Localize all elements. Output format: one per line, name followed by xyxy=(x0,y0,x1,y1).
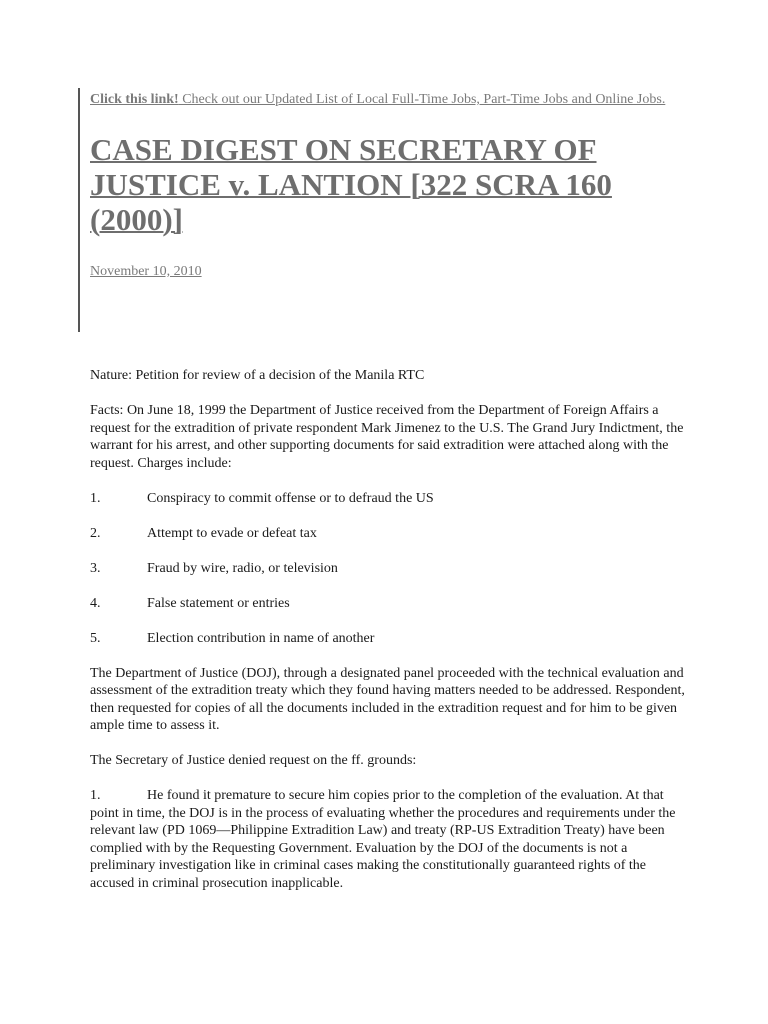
ground-number: 1. xyxy=(90,788,101,803)
list-item xyxy=(90,630,690,648)
promo-lead: Click this link! xyxy=(90,92,179,107)
list-text: Conspiracy to commit offense or to defraud the US xyxy=(147,490,434,506)
post-header xyxy=(78,88,688,332)
promo-line xyxy=(90,91,688,108)
list-text: Attempt to evade or defeat tax xyxy=(147,525,317,541)
promo-text: Check out our Updated List of Local Full-Time Jobs, Part-Time Jobs and Online Jobs. xyxy=(178,92,666,107)
promo-link[interactable] xyxy=(90,92,665,107)
list-text: Election contribution in name of another xyxy=(147,630,375,646)
article-date[interactable]: November 10, 2010 xyxy=(90,264,202,279)
list-number: 4. xyxy=(90,595,101,611)
list-item xyxy=(90,560,690,578)
list-text: False statement or entries xyxy=(147,595,290,611)
list-number: 1. xyxy=(90,490,101,506)
list-number: 3. xyxy=(90,560,101,576)
list-item xyxy=(90,525,690,543)
charges-list xyxy=(90,490,690,648)
denial-intro: The Secretary of Justice denied request on the ff. grounds: xyxy=(90,753,417,768)
ground-item xyxy=(90,787,690,892)
article-body xyxy=(90,367,690,910)
nature-paragraph: Nature: Petition for review of a decision of the Manila RTC xyxy=(90,368,425,383)
facts-paragraph: Facts: On June 18, 1999 the Department of Justice received from the Department of Foreign Affairs a request for the extradition of private respondent Mark Jimenez to the U.S. The Grand Jury Indictment, the warrant for his arrest, and other supporting documents for said extradition were attached along with the request. Charges include: xyxy=(90,403,684,471)
doj-paragraph: The Department of Justice (DOJ), through a designated panel proceeded with the technical evaluation and assessment of the extradition treaty which they found having matters needed to be addressed. Respondent, then requested for copies of all the documents included in the extradition request and for him to be given ample time to assess it. xyxy=(90,665,685,733)
list-item xyxy=(90,595,690,613)
article-title[interactable]: CASE DIGEST ON SECRETARY OF JUSTICE v. LANTION [322 SCRA 160 (2000)] xyxy=(90,132,612,237)
list-item xyxy=(90,490,690,508)
list-number: 2. xyxy=(90,525,101,541)
list-number: 5. xyxy=(90,630,101,646)
ground-text: He found it premature to secure him copies prior to the completion of the evaluation. At that point in time, the DOJ is in the process of evaluating whether the procedures and requirements under the relevant law (PD 1069—Philippine Extradition Law) and treaty (RP-US Extradition Treaty) have been complied with by the Requesting Government. Evaluation by the DOJ of the documents is not a preliminary investigation like in criminal cases making the constitutionally guaranteed rights of the accused in criminal prosecution inapplicable. xyxy=(90,788,676,891)
list-text: Fraud by wire, radio, or television xyxy=(147,560,338,576)
